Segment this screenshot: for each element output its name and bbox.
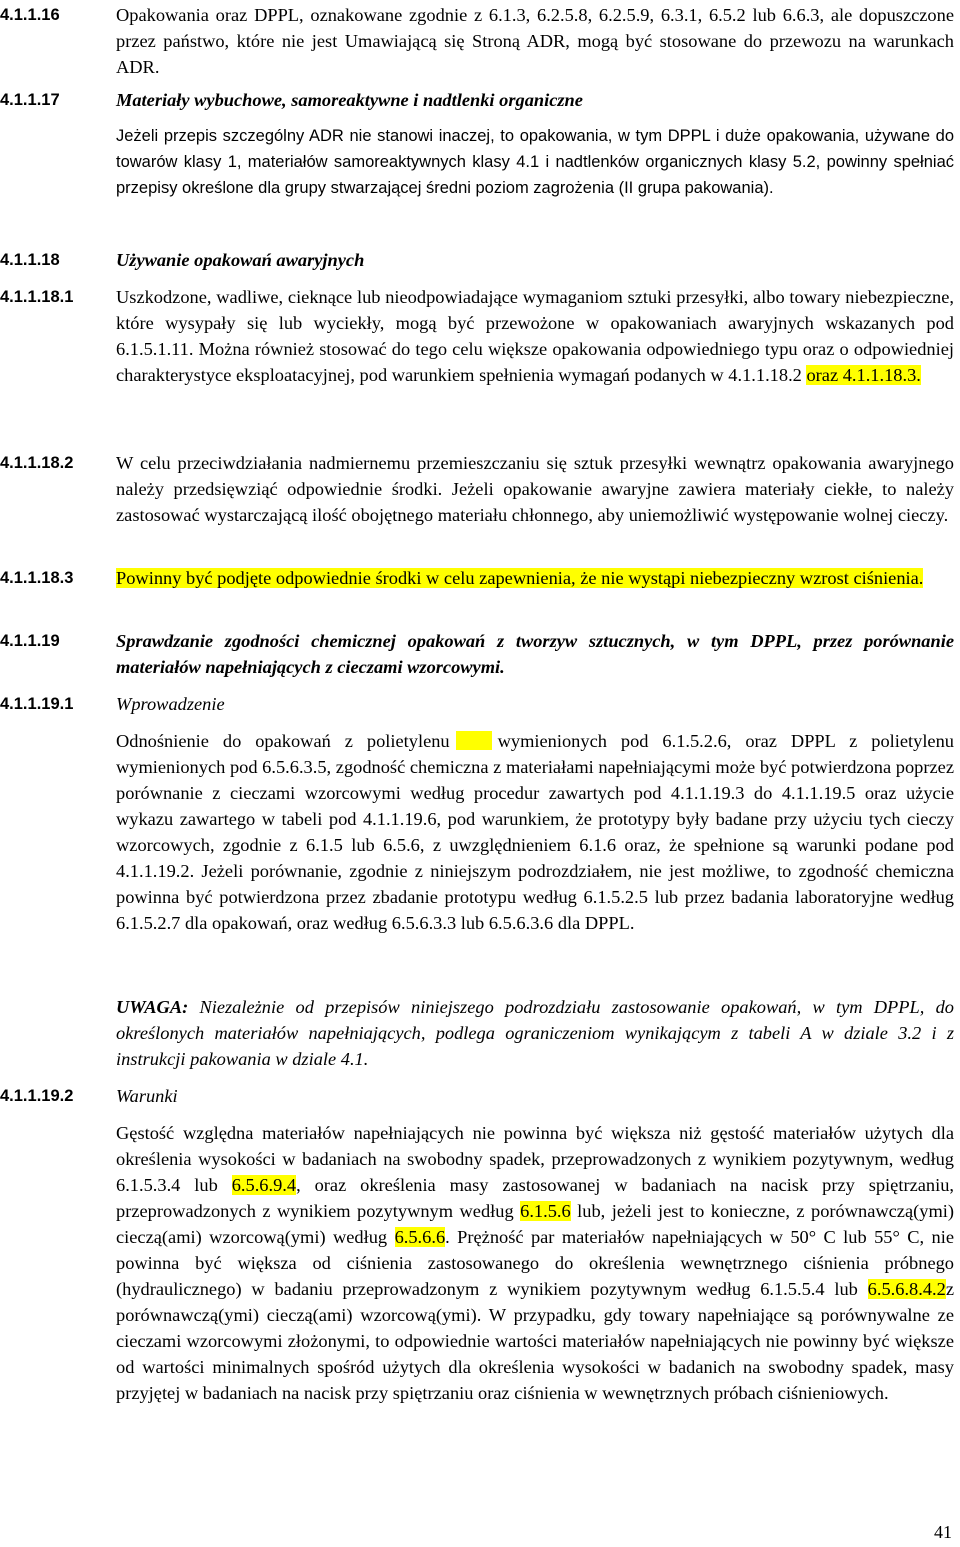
text-run: Gęstość względna materiałów napełniających nie powinna być większa niż gęstość materiałów użytych dla określenia wysokości w badaniach na swobodny spadek, przeprowadzonych z wynikiem pozytywnym, według 6.1.5.3.4 lub <box>116 1123 954 1195</box>
section-title: Sprawdzanie zgodności chemicznej opakowań z tworzyw sztucznych, w tym DPPL, przez porównanie materiałów napełniających z cieczami wzorcowymi. <box>116 631 954 677</box>
note-body: Niezależnie od przepisów niniejszego podrozdziału zastosowanie opakowań, w tym DPPL, do określonych materiałów napełniających, podlega ograniczeniom wynikającym z tabeli A w dziale 3.2 i z instrukcji pakowania w dziale 4.1. <box>116 997 954 1069</box>
section-subtitle: Warunki <box>116 1086 178 1106</box>
section-text: W celu przeciwdziałania nadmiernemu przemieszczaniu się sztuk przesyłki wewnątrz opakowania awaryjnego należy przedsięwziąć odpowiednie środki. Jeżeli opakowanie awaryjne zawiera materiały ciekłe, to należy zastosować wystarczającą ilość obojętnego materiału chłonnego, aby uniemożliwić występowanie wolnej cieczy. <box>116 453 954 525</box>
section-number: 4.1.1.18.3 <box>0 569 74 587</box>
text-run: Odnośnienie do opakowań z polietylenu <box>116 731 450 751</box>
section-text <box>116 565 954 591</box>
highlighted-ref: 6.5.6.8.4.2 <box>867 1279 946 1299</box>
section-number: 4.1.1.19.2 <box>0 1087 74 1105</box>
text-run: Uszkodzone, wadliwe, cieknące lub nieodpowiadające wymaganiom sztuki przesyłki, albo towary niebezpieczne, które wysypały się lub wyciekły, mogą być przewożone w opakowaniach awaryjnych wskazanych pod 6.1.5.1.11. Można również stosować do tego celu większe opakowania odpowiedniego typu oraz o odpowiedniej charakterystyce eksploatacyjnej, pod warunkiem spełnienia wymagań podanych w 4.1.1.18.2 <box>116 287 954 385</box>
highlighted-text: Powinny być podjęte odpowiednie środki w celu zapewnienia, że nie wystąpi niebezpieczny wzrost ciśnienia. <box>116 568 924 588</box>
section-title: Materiały wybuchowe, samoreaktywne i nadtlenki organiczne <box>116 90 583 110</box>
text-run: lub, jeżeli jest to konieczne, z porównawczą(ymi) cieczą(ami) wzorcową(ymi) według <box>116 1201 954 1247</box>
text-run: . Prężność par materiałów napełniających w 50° C lub 55° C, nie powinna być większa od ciśnienia zastosowanego do określenia wewnętrznego ciśnienia próbnego (hydraulicznego) w badaniu przeprowadzonym z wynikiem pozytywnym według 6.1.5.5.4 lub <box>116 1227 954 1299</box>
section-text: Opakowania oraz DPPL, oznakowane zgodnie z 6.1.3, 6.2.5.8, 6.2.5.9, 6.3.1, 6.5.2 lub 6.6.3, ale dopuszczone przez państwo, które nie jest Umawiającą się Stroną ADR, mogą być stosowane do przewozu na warunkach ADR. <box>116 5 954 77</box>
text-run: wymienionych pod 6.1.5.2.6, oraz DPPL z polietylenu wymienionych pod 6.5.6.3.5, zgodność chemiczna z materiałami napełniającymi może być potwierdzona poprzez porównanie z cieczami wzorcowymi według procedur zawartych pod 4.1.1.19.3 do 4.1.1.19.5 oraz użycie wykazu zawartego w tabeli pod 4.1.1.19.6, pod warunkiem, że prototypy były badane przy użyciu tych cieczy wzorcowych, zgodnie z 6.1.5 lub 6.5.6, z uwzględnieniem 6.1.6 oraz, że spełnione są warunki podane pod 4.1.1.19.2. Jeżeli porównanie, zgodnie z niniejszym podrozdziałem, nie jest możliwe, to zgodność chemiczna powinna być potwierdzona przez zbadanie prototypu według 6.1.5.2.5 lub przez badania laboratoryjne według 6.1.5.2.7 dla opakowań, oraz według 6.5.6.3.3 lub 6.5.6.3.6 dla DPPL. <box>116 731 954 933</box>
section-title: Używanie opakowań awaryjnych <box>116 250 365 270</box>
text-run: z porównawczą(ymi) cieczą(ami) wzorcową(ymi). W przypadku, gdy towary napełniające są porównywalne ze cieczami wzorcowymi złożonymi, to odpowiednie wartości materiałów napełniających nie powinny być większe od wartości minimalnych spośród użytych dla określenia wysokości w badanich na swobodny spadek, masy przyjętej w badaniach na nacisk przy spiętrzaniu oraz ciśnienia w wewnętrznych próbach ciśnieniowych. <box>116 1279 954 1403</box>
highlighted-ref: 6.5.6.6 <box>394 1227 446 1247</box>
section-number: 4.1.1.19 <box>0 632 60 650</box>
highlighted-text: oraz 4.1.1.18.3. <box>806 365 921 385</box>
highlight-blank <box>456 731 492 750</box>
section-subtitle: Wprowadzenie <box>116 694 225 714</box>
note-label: UWAGA: <box>116 997 189 1017</box>
page-number: 41 <box>934 1522 952 1542</box>
section-number: 4.1.1.19.1 <box>0 695 74 713</box>
highlighted-ref: 6.5.6.9.4 <box>231 1175 297 1195</box>
note-text <box>116 994 954 1072</box>
section-text <box>116 1120 954 1406</box>
section-number: 4.1.1.18.2 <box>0 454 74 472</box>
highlighted-ref: 6.1.5.6 <box>520 1201 571 1221</box>
text-run: , oraz określenia masy zastosowanej w badaniach na nacisk przy spiętrzaniu, przeprowadzonych z wynikiem pozytywnym według <box>116 1175 954 1221</box>
section-number: 4.1.1.17 <box>0 91 60 109</box>
section-number: 4.1.1.18 <box>0 251 60 269</box>
section-text <box>116 284 954 388</box>
section-number: 4.1.1.18.1 <box>0 288 74 306</box>
section-text: Jeżeli przepis szczególny ADR nie stanowi inaczej, to opakowania, w tym DPPL i duże opakowania, używane do towarów klasy 1, materiałów samoreaktywnych klasy 4.1 i nadtlenków organicznych klasy 5.2, powinny spełniać przepisy określone dla grupy stwarzającej średni poziom zagrożenia (II grupa pakowania). <box>116 127 954 197</box>
section-number: 4.1.1.16 <box>0 6 60 24</box>
section-text <box>116 728 954 936</box>
